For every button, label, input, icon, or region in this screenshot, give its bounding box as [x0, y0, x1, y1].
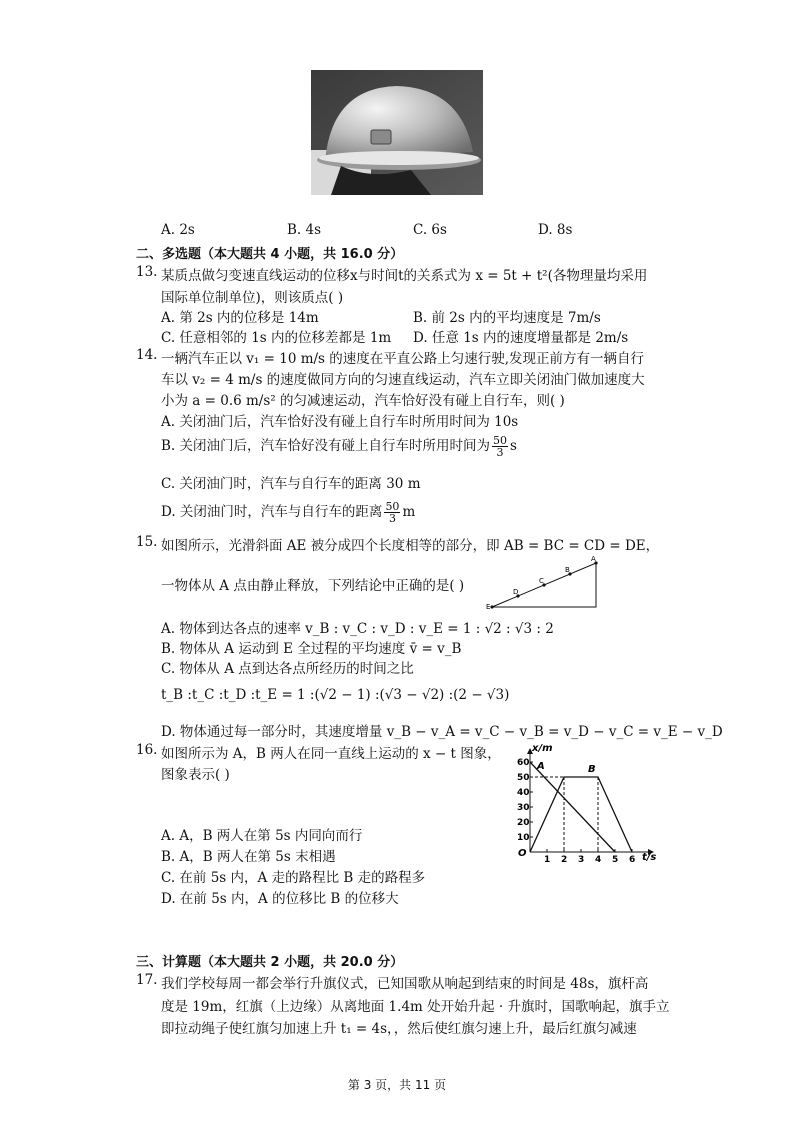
- unit: s: [510, 438, 517, 454]
- y-axis-label: x/m: [532, 743, 553, 754]
- y-tick-label: 40: [517, 788, 530, 798]
- x-tick-label: 6: [629, 855, 636, 862]
- q14-option-b-text: B. 关闭油门后，汽车恰好没有碰上自行车时所用时间为: [161, 438, 491, 454]
- q15-option-a: A. 物体到达各点的速率 v_B : v_C : v_D : v_E = 1 : √2 : √3 : 2: [161, 621, 554, 637]
- q16-option-a: A. A，B 两人在第 5s 内同向而行: [161, 828, 363, 844]
- q14-option-d: [161, 500, 415, 524]
- q12-option-c: C. 6s: [413, 222, 447, 238]
- q15-option-c-formula: t_B :t_C :t_D :t_E = 1 :(√2 − 1) :(√3 − √2) :(2 − √3): [161, 687, 510, 703]
- x-tick-label: 1: [544, 855, 551, 862]
- q14-stem-line1: 一辆汽车正以 v₁ = 10 m/s 的速度在平直公路上匀速行驶,发现正前方有一辆自行: [161, 351, 645, 367]
- incline-diagram: [486, 553, 600, 611]
- q16-option-c: C. 在前 5s 内，A 走的路程比 B 走的路程多: [161, 870, 426, 886]
- q12-option-a: A. 2s: [161, 222, 195, 238]
- y-tick-label: 10: [517, 833, 530, 843]
- series-b-label: B: [588, 764, 596, 775]
- q13-stem-line1: 某质点做匀变速直线运动的位移x与时间t的关系式为 x = 5t + t²(各物理量均采用: [161, 268, 648, 284]
- q16-option-b: B. A，B 两人在第 5s 末相遇: [161, 849, 336, 865]
- q15-stem-line2: 一物体从 A 点由静止释放，下列结论中正确的是( ): [161, 578, 465, 594]
- unit: m: [402, 504, 416, 520]
- series-a-line: [530, 762, 615, 852]
- q14-option-d-fraction: [384, 501, 400, 524]
- q13-number: 13.: [136, 264, 158, 280]
- label-a: A: [591, 555, 596, 563]
- q16-option-d: D. 在前 5s 内，A 的位移比 B 的位移大: [161, 891, 399, 907]
- q14-option-a: A. 关闭油门后，汽车恰好没有碰上自行车时所用时间为 10s: [161, 414, 519, 430]
- q14-option-b: [161, 434, 517, 458]
- label-b: B: [565, 566, 570, 574]
- label-e: E: [486, 603, 491, 611]
- q14-stem-line2: 车以 v₂ = 4 m/s 的速度做同方向的匀速直线运动，汽车立即关闭油门做加速度大: [161, 372, 645, 388]
- q14-option-d-text: D. 关闭油门时，汽车与自行车的距离: [161, 504, 383, 520]
- q17-line1: 我们学校每周一都会举行升旗仪式，已知国歌从响起到结束的时间是 48s，旗杆高: [161, 976, 649, 992]
- y-tick-label: 30: [517, 803, 530, 813]
- q14-number: 14.: [136, 347, 158, 363]
- q15-option-c: C. 物体从 A 点到达各点所经历的时间之比: [161, 661, 414, 677]
- q16-number: 16.: [136, 742, 158, 758]
- fraction-numerator: 50: [385, 500, 400, 513]
- page-footer: 第 3 页，共 11 页: [347, 1078, 447, 1092]
- xt-graph: [508, 740, 660, 862]
- q15-option-d: D. 物体通过每一部分时，其速度增量 v_B − v_A = v_C − v_B = v_D − v_C = v_E − v_D: [161, 724, 723, 740]
- q13-option-b: B. 前 2s 内的平均速度是 7m/s: [413, 310, 601, 326]
- fraction-numerator: 50: [493, 434, 508, 447]
- series-a-label: A: [537, 761, 545, 772]
- section2-header: 二、多选题（本大题共 4 小题，共 16.0 分）: [136, 247, 404, 262]
- q17-number: 17.: [136, 972, 158, 988]
- x-tick-label: 4: [595, 855, 602, 862]
- q15-number: 15.: [136, 534, 158, 550]
- q12-option-d: D. 8s: [538, 222, 573, 238]
- y-tick-label: 50: [517, 773, 530, 783]
- q15-option-b: B. 物体从 A 运动到 E 全过程的平均速度 v̄ = v_B: [161, 641, 462, 657]
- x-tick-label: 5: [612, 855, 619, 862]
- x-tick-label: 3: [578, 855, 585, 862]
- point-e: [490, 605, 493, 608]
- section3-header: 三、计算题（本大题共 2 小题，共 20.0 分）: [136, 955, 404, 970]
- q16-stem-line1: 如图所示为 A，B 两人在同一直线上运动的 x − t 图象，: [161, 746, 501, 762]
- y-tick-label: 60: [517, 758, 530, 768]
- fraction-denominator: 3: [388, 512, 396, 525]
- series-b-line: [530, 777, 632, 852]
- q16-stem-line2: 图象表示( ): [161, 767, 230, 783]
- q17-line3: 即拉动绳子使红旗匀加速上升 t₁ = 4s，，然后使红旗匀速上升，最后红旗匀减速: [161, 1021, 637, 1037]
- q14-option-c: C. 关闭油门时，汽车与自行车的距离 30 m: [161, 476, 421, 492]
- label-d: D: [513, 588, 519, 596]
- x-tick-label: 2: [561, 855, 568, 862]
- q15-stem-line1: 如图所示，光滑斜面 AE 被分成四个长度相等的部分，即 AB = BC = CD = DE，: [161, 538, 660, 554]
- y-tick-label: 20: [517, 818, 530, 828]
- origin-label: O: [518, 848, 527, 859]
- q14-option-b-fraction: [492, 435, 508, 458]
- q14-stem-line3: 小为 a = 0.6 m/s² 的匀减速运动，汽车恰好没有碰上自行车，则( ): [161, 393, 565, 409]
- q13-option-a: A. 第 2s 内的位移是 14m: [161, 310, 319, 326]
- q13-option-c: C. 任意相邻的 1s 内的位移差都是 1m: [161, 330, 392, 346]
- fraction-denominator: 3: [496, 446, 504, 459]
- q13-option-d: D. 任意 1s 内的速度增量都是 2m/s: [413, 330, 629, 346]
- q13-stem-line2: 国际单位制单位)，则该质点( ): [161, 290, 344, 306]
- dome-cover-photo: [311, 70, 483, 195]
- q12-option-b: B. 4s: [287, 222, 322, 238]
- x-axis-label: t/s: [642, 852, 657, 862]
- label-c: C: [539, 577, 544, 585]
- q17-line2: 度是 19m，红旗（上边缘）从离地面 1.4m 处开始升起 · 升旗时，国歌响起，旗手立: [161, 999, 670, 1015]
